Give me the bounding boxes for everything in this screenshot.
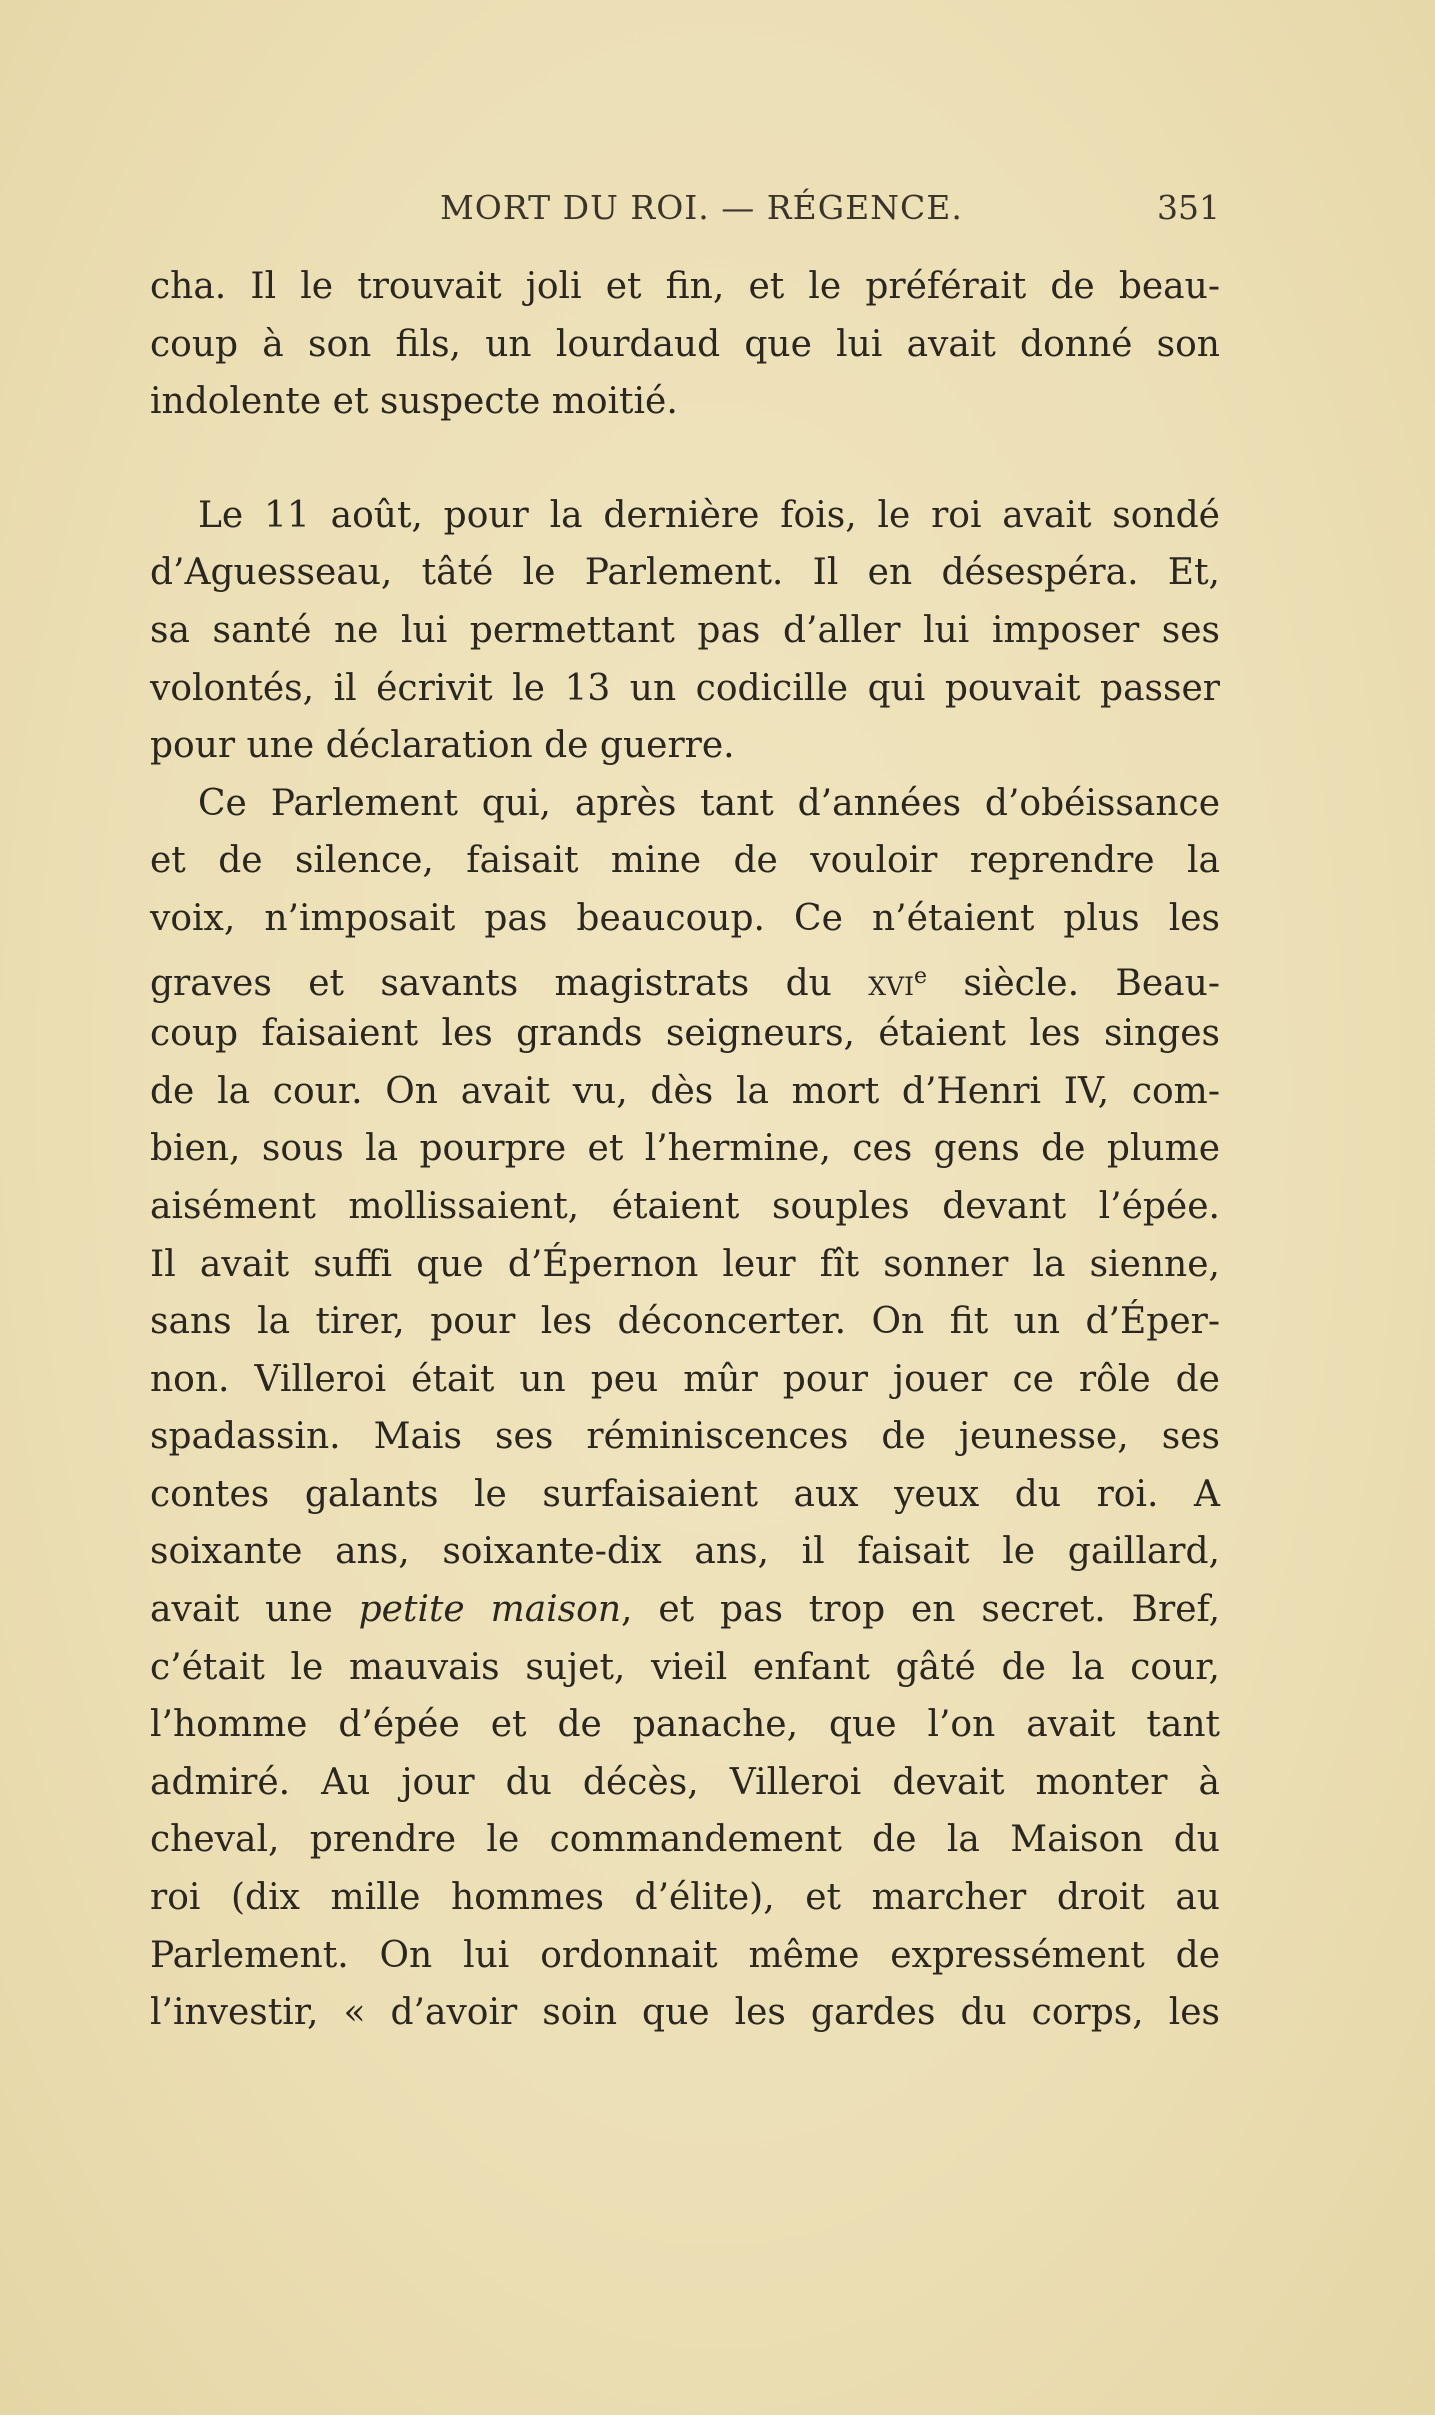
text-fragment: graves et savants magistrats du xyxy=(150,962,869,1004)
text-line: coup à son fils, un lourdaud que lui avait donné son xyxy=(150,323,1220,365)
text-line: l’investir, « d’avoir soin que les gardes du corps, les xyxy=(150,1992,1220,2034)
page-header xyxy=(150,188,1220,238)
text-line: spadassin. Mais ses réminiscences de jeunesse, ses xyxy=(150,1416,1220,1458)
page-number: 351 xyxy=(1157,188,1220,227)
text-line: aisément mollissaient, étaient souples devant l’épée. xyxy=(150,1185,1220,1227)
text-line: cheval, prendre le commandement de la Maison du xyxy=(150,1819,1220,1861)
running-head: MORT DU ROI. — RÉGENCE. xyxy=(440,188,963,227)
text-line xyxy=(150,1581,1220,1639)
text-line: soixante ans, soixante-dix ans, il faisait le gaillard, xyxy=(150,1531,1220,1573)
text-line: roi (dix mille hommes d’élite), et marcher droit au xyxy=(150,1877,1220,1919)
text-line: et de silence, faisait mine de vouloir reprendre la xyxy=(150,840,1220,882)
text-line: l’homme d’épée et de panache, que l’on avait tant xyxy=(150,1704,1220,1746)
text-line: pour une déclaration de guerre. xyxy=(150,725,735,767)
text-line xyxy=(150,948,1220,1006)
century-numeral: xvi xyxy=(868,962,914,1004)
text-line: d’Aguesseau, tâté le Parlement. Il en désespéra. Et, xyxy=(150,552,1220,594)
text-fragment: siècle. Beau- xyxy=(926,962,1220,1004)
text-line: Parlement. On lui ordonnait même expressément de xyxy=(150,1934,1220,1976)
text-fragment: , et pas trop en secret. Bref, xyxy=(621,1589,1221,1631)
text-line: Le 11 août, pour la dernière fois, le roi avait sondé xyxy=(198,494,1220,536)
text-line: volontés, il écrivit le 13 un codicille qui pouvait passer xyxy=(150,667,1220,709)
text-line: de la cour. On avait vu, dès la mort d’Henri IV, com- xyxy=(150,1070,1220,1112)
text-line: Il avait suffi que d’Épernon leur fît sonner la sienne, xyxy=(150,1243,1220,1285)
text-line: cha. Il le trouvait joli et fin, et le préférait de beau- xyxy=(150,266,1220,307)
superscript: e xyxy=(913,963,927,989)
text-line: admiré. Au jour du décès, Villeroi devait monter à xyxy=(150,1761,1220,1803)
text-line: coup faisaient les grands seigneurs, étaient les singes xyxy=(150,1013,1220,1055)
text-line: contes galants le surfaisaient aux yeux du roi. A xyxy=(150,1473,1220,1515)
paragraph-gap xyxy=(150,431,1220,487)
text-line: c’était le mauvais sujet, vieil enfant gâté de la cour, xyxy=(150,1646,1220,1688)
body-text xyxy=(150,258,1220,2042)
italic-phrase: petite maison xyxy=(358,1589,622,1631)
text-line: non. Villeroi était un peu mûr pour jouer ce rôle de xyxy=(150,1358,1220,1400)
text-line: indolente et suspecte moitié. xyxy=(150,381,678,423)
text-line: bien, sous la pourpre et l’hermine, ces gens de plume xyxy=(150,1128,1220,1170)
text-line: voix, n’imposait pas beaucoup. Ce n’étaient plus les xyxy=(150,897,1220,939)
text-line: Ce Parlement qui, après tant d’années d’obéissance xyxy=(198,782,1220,824)
text-fragment: avait une xyxy=(150,1589,359,1631)
text-line: sa santé ne lui permettant pas d’aller lui imposer ses xyxy=(150,609,1220,651)
text-line: sans la tirer, pour les déconcerter. On fit un d’Éper- xyxy=(150,1301,1220,1343)
